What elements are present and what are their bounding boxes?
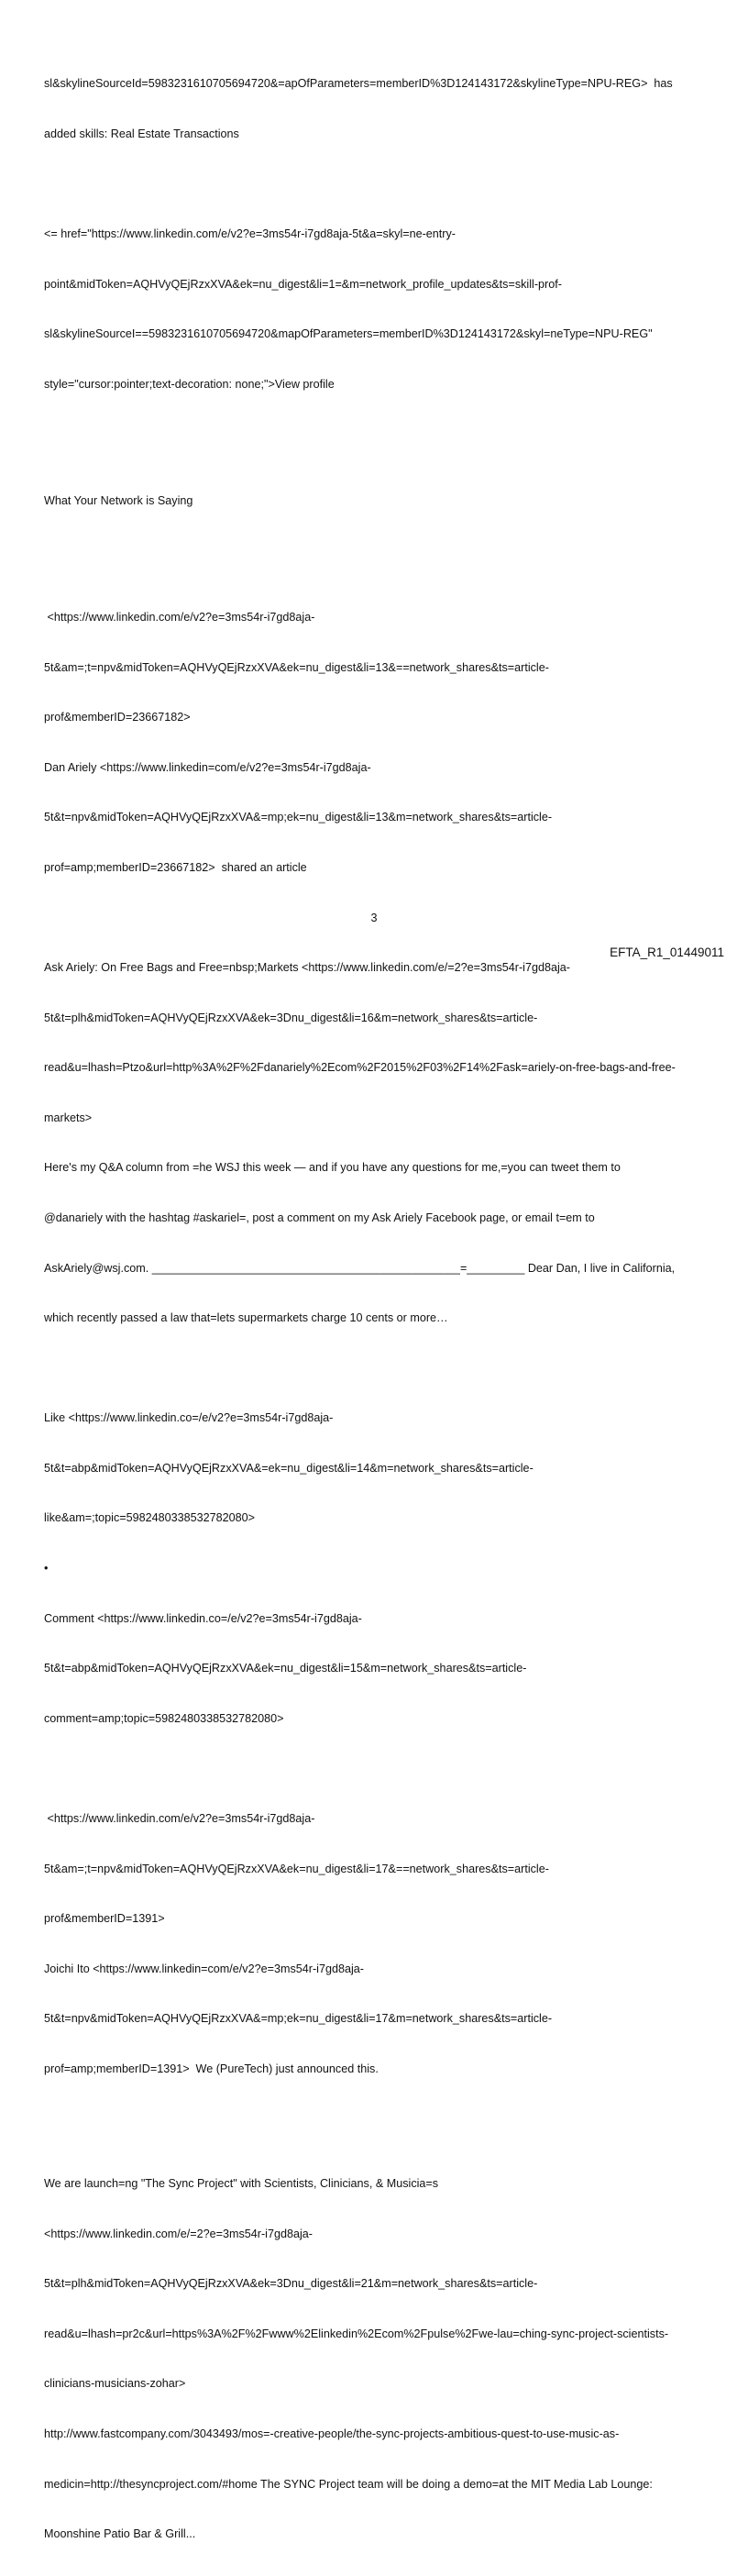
text-line: medicin=http://thesyncproject.com/#home The SYNC Project team will be doing a demo=at the MIT Media Lab Lounge: xyxy=(44,2477,653,2491)
text-line: prof=amp;memberID=1391> We (PureTech) just announced this. xyxy=(44,2062,379,2075)
text-line: @danariely with the hashtag #askariel=, post a comment on my Ask Ariely Facebook page, or email t=em to xyxy=(44,1211,595,1224)
text-line: <https://www.linkedin.com/e/v2?e=3ms54r-i7gd8aja- xyxy=(44,610,315,624)
text-line: read&u=lhash=pr2c&url=https%3A%2F%2Fwww%2Elinkedin%2Ecom%2Fpulse%2Fwe-lau=ching-sync-project-scientists- xyxy=(44,2327,669,2340)
text-line: markets> xyxy=(44,1111,93,1124)
like-comment-actions xyxy=(44,1376,713,1761)
text-line: <https://www.linkedin.com/e/=2?e=3ms54r-i7gd8aja- xyxy=(44,2227,313,2240)
text-line: point&midToken=AQHVyQEjRzxXVA&ek=nu_digest&li=1=&m=network_profile_updates&ts=skill-prof- xyxy=(44,277,562,291)
skill-update-text xyxy=(44,42,713,176)
document-body xyxy=(44,42,713,2576)
text-line: 5t&t=plh&midToken=AQHVyQEjRzxXVA&ek=3Dnu_digest&li=16&m=network_shares&ts=article- xyxy=(44,1011,538,1024)
text-line: sl&skylineSourceId=5983231610705694720&=apOfParameters=memberID%3D124143172&skylineType=NPU-REG> has xyxy=(44,77,673,91)
page-number: 3 xyxy=(370,912,378,924)
text-line: Ask Ariely: On Free Bags and Free=nbsp;Markets <https://www.linkedin.com/e/=2?e=3ms54r-i7gd8aja- xyxy=(44,960,570,974)
text-line: Like <https://www.linkedin.co=/e/v2?e=3ms54r-i7gd8aja- xyxy=(44,1411,334,1425)
article-ask-ariely xyxy=(44,926,713,1360)
text-line: prof=amp;memberID=23667182> shared an article xyxy=(44,860,307,874)
text-line: We are launch=ng "The Sync Project" with Scientists, Clinicians, & Musicia=s xyxy=(44,2176,439,2190)
text-line: prof&memberID=23667182> xyxy=(44,711,191,724)
text-line: 5t&am=;t=npv&midToken=AQHVyQEjRzxXVA&ek=nu_digest&li=13&==network_shares&ts=article- xyxy=(44,660,549,674)
text-line: 5t&t=npv&midToken=AQHVyQEjRzxXVA&=mp;ek=nu_digest&li=13&m=network_shares&ts=article- xyxy=(44,811,553,824)
text-line: http://www.fastcompany.com/3043493/mos=-creative-people/the-sync-projects-ambitious-quest-to-use-music-as- xyxy=(44,2427,620,2441)
document-id: EFTA_R1_01449011 xyxy=(610,945,724,959)
network-share-joichi-ito xyxy=(44,1777,713,2111)
text-line: Here's my Q&A column from =he WSJ this week — and if you have any questions for me,=you can tweet them to xyxy=(44,1161,621,1175)
text-line: read&u=lhash=Ptzo&url=http%3A%2F%2Fdanariely%2Ecom%2F2015%2F03%2F14%2Fask=ariely-on-free-bags-and-free- xyxy=(44,1061,676,1075)
text-line: <= href="https://www.linkedin.com/e/v2?e=3ms54r-i7gd8aja-5t&a=skyl=ne-entry- xyxy=(44,227,456,241)
view-profile-link-text xyxy=(44,193,713,426)
text-line: 5t&am=;t=npv&midToken=AQHVyQEjRzxXVA&ek=nu_digest&li=17&==network_shares&ts=article- xyxy=(44,1862,549,1875)
text-line: like&am=;topic=5982480338532782080> xyxy=(44,1511,256,1525)
text-line: Comment <https://www.linkedin.co=/e/v2?e=3ms54r-i7gd8aja- xyxy=(44,1611,362,1625)
bullet-separator: • xyxy=(44,1562,49,1575)
text-line: which recently passed a law that=lets supermarkets charge 10 cents or more… xyxy=(44,1311,448,1325)
text-line: 5t&t=npv&midToken=AQHVyQEjRzxXVA&=mp;ek=nu_digest&li=17&m=network_shares&ts=article- xyxy=(44,2012,553,2026)
network-share-dan-ariely xyxy=(44,575,713,909)
text-line: sl&skylineSourceI==5983231610705694720&mapOfParameters=memberID%3D124143172&skyl=neType=NPU-REG" xyxy=(44,327,653,341)
text-line: clinicians-musicians-zohar> xyxy=(44,2377,186,2391)
text-line: style="cursor:pointer;text-decoration: none;">View profile xyxy=(44,377,335,391)
text-line: 5t&t=abp&midToken=AQHVyQEjRzxXVA&=ek=nu_digest&li=14&m=network_shares&ts=article- xyxy=(44,1461,534,1475)
text-line: Joichi Ito <https://www.linkedin=com/e/v2?e=3ms54r-i7gd8aja- xyxy=(44,1962,364,1975)
text-line: <https://www.linkedin.com/e/v2?e=3ms54r-i7gd8aja- xyxy=(44,1811,315,1825)
text-line: comment=amp;topic=5982480338532782080> xyxy=(44,1711,284,1725)
text-line: 5t&t=plh&midToken=AQHVyQEjRzxXVA&ek=3Dnu_digest&li=21&m=network_shares&ts=article- xyxy=(44,2277,538,2291)
text-line: added skills: Real Estate Transactions xyxy=(44,127,239,141)
text-line: prof&memberID=1391> xyxy=(44,1912,165,1926)
article-sync-project xyxy=(44,2142,713,2576)
section-heading: What Your Network is Saying xyxy=(44,493,193,507)
text-line: 5t&t=abp&midToken=AQHVyQEjRzxXVA&ek=nu_digest&li=15&m=network_shares&ts=article- xyxy=(44,1662,527,1675)
text-line: AskAriely@wsj.com. ________________________________________________=_________ Dear Dan, I live in California, xyxy=(44,1261,676,1275)
text-line: Moonshine Patio Bar & Grill... xyxy=(44,2527,196,2541)
text-line: Dan Ariely <https://www.linkedin=com/e/v2?e=3ms54r-i7gd8aja- xyxy=(44,760,371,774)
